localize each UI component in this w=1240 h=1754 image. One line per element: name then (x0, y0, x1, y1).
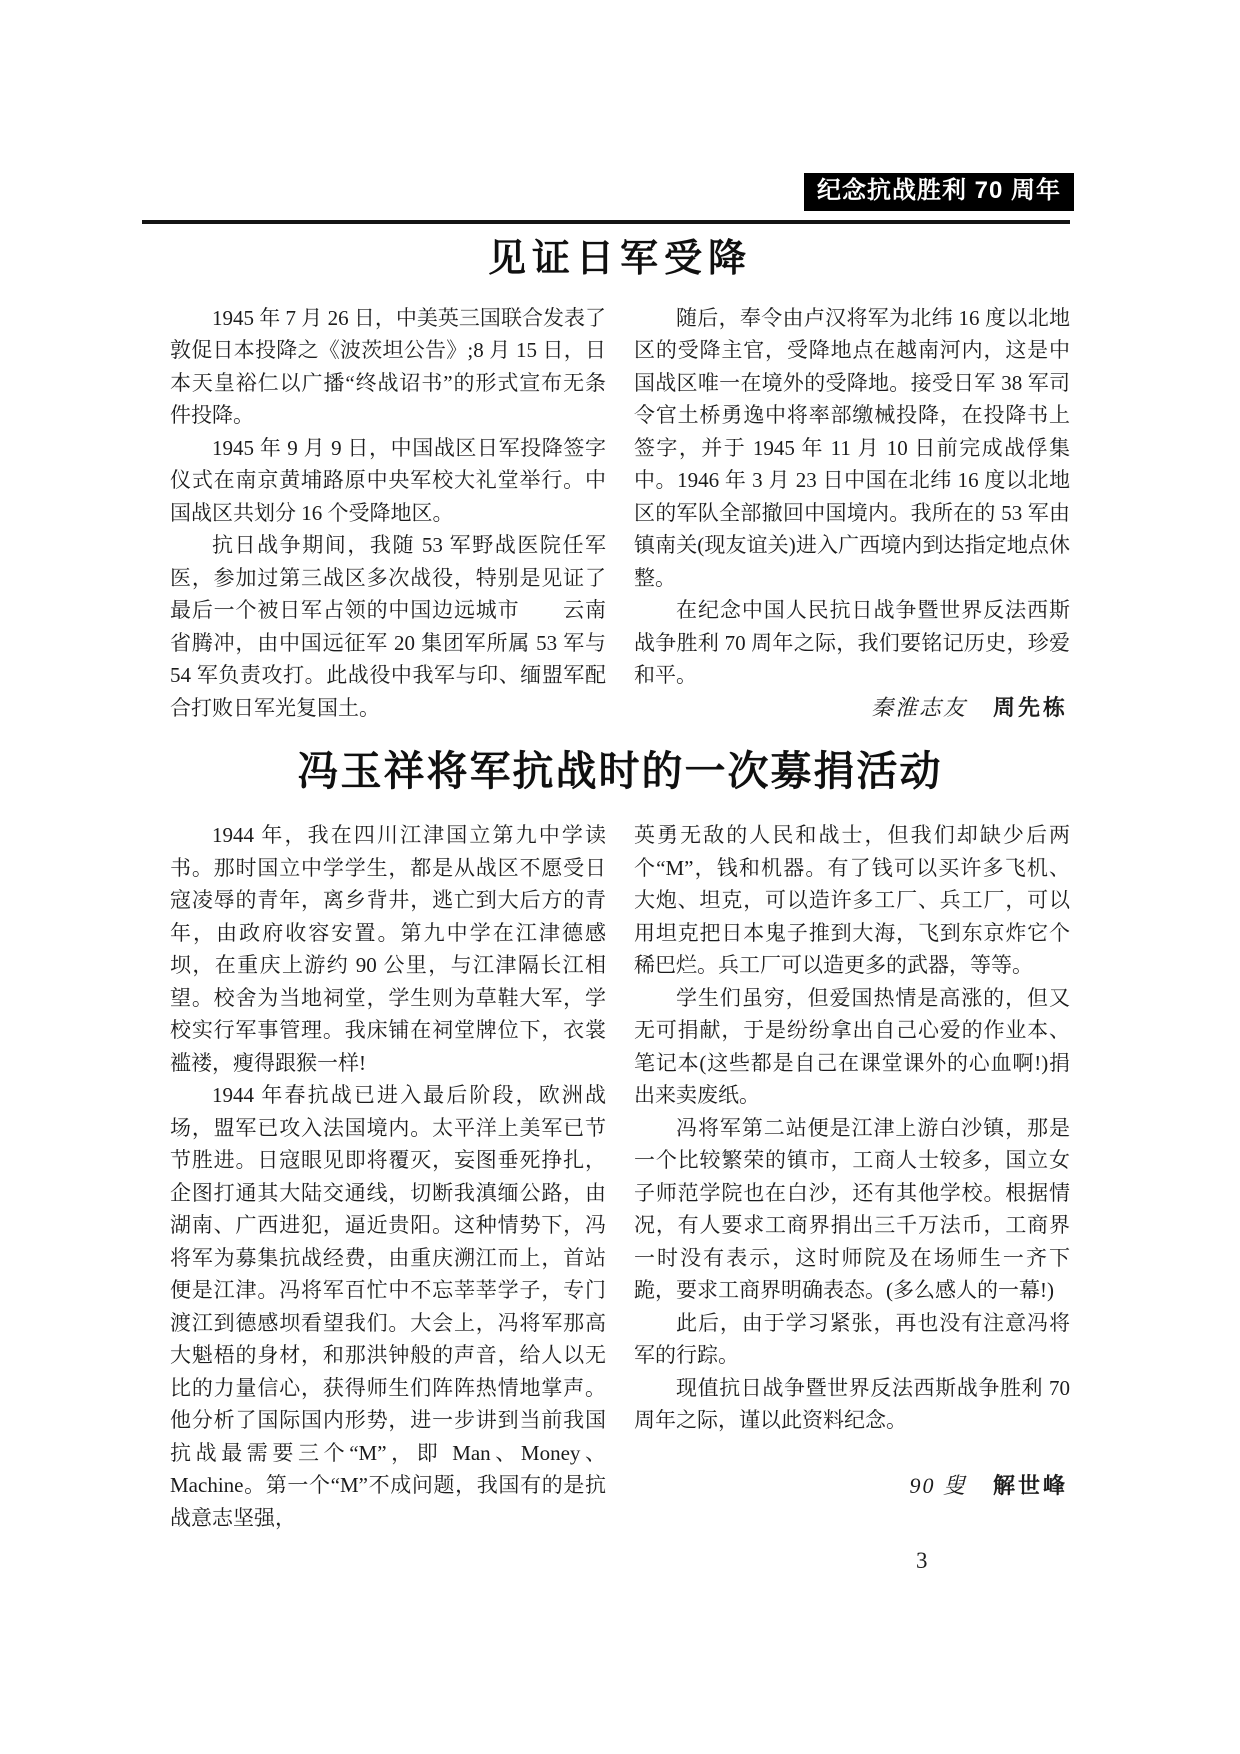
article-1-left-column (170, 302, 606, 725)
paragraph: 1944 年春抗战已进入最后阶段，欧洲战场，盟军已攻入法国境内。太平洋上美军已节节胜进。日寇眼见即将覆灭，妄图垂死挣扎，企图打通其大陆交通线，切断我滇缅公路，由湖南、广西进犯，逼近贵阳。这种情势下，冯将军为募集抗战经费，由重庆溯江而上，首站便是江津。冯将军百忙中不忘莘莘学子，专门渡江到德感坝看望我们。大会上，冯将军那高大魁梧的身材，和那洪钟般的声音，给人以无比的力量信心，获得师生们阵阵热情地掌声。他分析了国际国内形势，进一步讲到当前我国抗战最需要三个“M”，即 Man、Money、Machine。第一个“M”不成问题，我国有的是抗战意志坚强， (170, 1083, 606, 1530)
article-2 (170, 748, 1070, 1534)
header-tag: 纪念抗战胜利 70 周年 (804, 173, 1074, 211)
page-number: 3 (916, 1548, 928, 1573)
article-1-title: 见证日军受降 (487, 238, 752, 280)
header-divider-line (142, 220, 1070, 224)
article-1-columns (170, 302, 1070, 725)
article-2-right-column (634, 819, 1070, 1534)
article-2-signature (634, 1470, 1070, 1503)
article-1-signature-prefix: 秦淮志友 (870, 694, 967, 720)
article-1-signature-name: 周先栋 (992, 694, 1068, 720)
page-header (170, 158, 1070, 220)
paragraph: 抗日战争期间，我随 53 军野战医院任军医，参加过第三战区多次战役，特别是见证了最后一个被日军占领的中国边远城市 云南省腾冲，由中国远征军 20 集团军所属 53 军与 54 军负责攻打。此战役中我军与印、缅盟军配合打败日军光复国土。 (170, 533, 606, 720)
article-2-signature-prefix: 90 叟 (909, 1472, 967, 1498)
article-1 (170, 238, 1070, 724)
article-1-signature (634, 692, 1070, 725)
article-2-title: 冯玉祥将军抗战时的一次募捐活动 (297, 748, 943, 795)
article-2-left-column (170, 819, 606, 1534)
article-2-columns (170, 819, 1070, 1534)
paragraph: 现值抗日战争暨世界反法西斯战争胜利 70 周年之际，谨以此资料纪念。 (634, 1375, 1070, 1433)
paragraph: 学生们虽穷，但爱国热情是高涨的，但又无可捐献，于是纷纷拿出自己心爱的作业本、笔记本(这些都是自己在课堂课外的心血啊!)捐出来卖废纸。 (634, 985, 1070, 1108)
article-2-signature-name: 解世峰 (992, 1472, 1068, 1498)
paragraph: 随后，奉令由卢汉将军为北纬 16 度以北地区的受降主官，受降地点在越南河内，这是中国战区唯一在境外的受降地。接受日军 38 军司令官土桥勇逸中将率部缴械投降，在投降书上签字，并于 1945 年 11 月 10 日前完成战俘集中。1946 年 3 月 23 日中国在北纬 16 度以北地区的军队全部撤回中国境内。我所在的 53 军由镇南关(现友谊关)进入广西境内到达指定地点休整。 (634, 305, 1070, 590)
paragraph: 1945 年 9 月 9 日，中国战区日军投降签字仪式在南京黄埔路原中央军校大礼堂举行。中国战区共划分 16 个受降地区。 (170, 435, 606, 525)
paragraph: 1944 年，我在四川江津国立第九中学读书。那时国立中学学生，都是从战区不愿受日寇凌辱的青年，离乡背井，逃亡到大后方的青年，由政府收容安置。第九中学在江津德感坝，在重庆上游约 90 公里，与江津隔长江相望。校舍为当地祠堂，学生则为草鞋大军，学校实行军事管理。我床铺在祠堂牌位下，衣裳褴褛，瘦得跟猴一样! (170, 823, 606, 1075)
paragraph-continuation: 英勇无敌的人民和战士，但我们却缺少后两个“M”，钱和机器。有了钱可以买许多飞机、大炮、坦克，可以造许多工厂、兵工厂，可以用坦克把日本鬼子推到大海，飞到东京炸它个稀巴烂。兵工厂可以造更多的武器，等等。 (634, 823, 1070, 978)
page-content (170, 158, 1070, 1534)
article-1-right-column (634, 302, 1070, 725)
paragraph: 1945 年 7 月 26 日，中美英三国联合发表了敦促日本投降之《波茨坦公告》;8 月 15 日，日本天皇裕仁以广播“终战诏书”的形式宣布无条件投降。 (170, 305, 606, 428)
paragraph: 冯将军第二站便是江津上游白沙镇，那是一个比较繁荣的镇市，工商人士较多，国立女子师范学院也在白沙，还有其他学校。根据情况，有人要求工商界捐出三千万法币，工商界一时没有表示，这时师院及在场师生一齐下跪，要求工商界明确表态。(多么感人的一幕!) (634, 1115, 1070, 1303)
paragraph: 在纪念中国人民抗日战争暨世界反法西斯战争胜利 70 周年之际，我们要铭记历史，珍爱和平。 (634, 598, 1070, 688)
paragraph: 此后，由于学习紧张，再也没有注意冯将军的行踪。 (634, 1310, 1070, 1368)
